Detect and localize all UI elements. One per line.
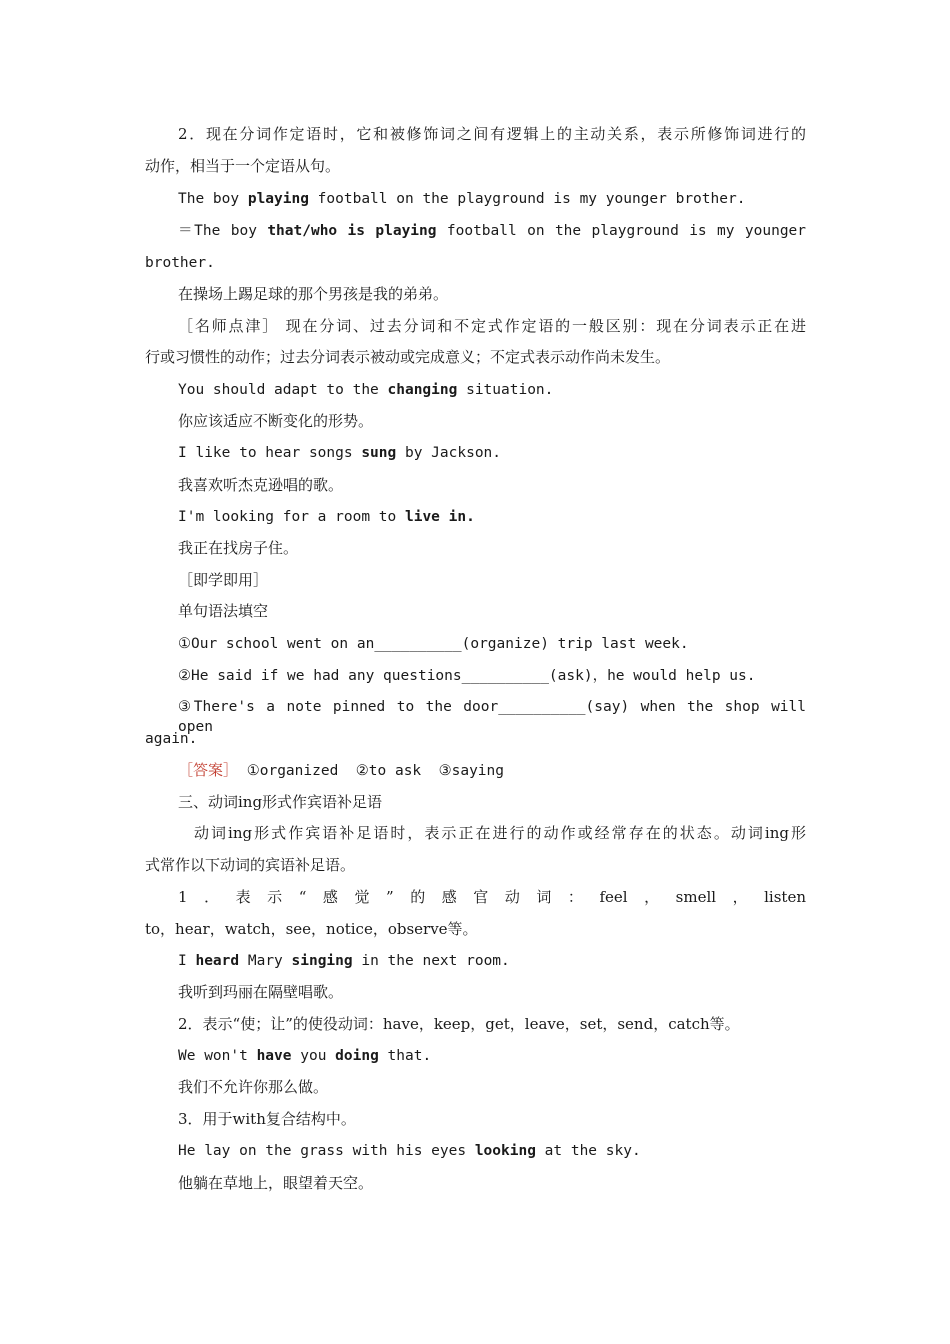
- bold-word: have: [256, 1048, 292, 1064]
- bold-word: live in.: [404, 509, 475, 525]
- example-sentence-cont: brother.: [145, 255, 215, 271]
- example-sentence: [178, 1046, 431, 1066]
- bold-word: that/who is playing: [267, 223, 437, 239]
- bold-word: sung: [361, 445, 397, 461]
- answer-label: ［答案］: [178, 761, 239, 779]
- bold-word: looking: [474, 1143, 536, 1159]
- text: by Jackson.: [396, 445, 502, 461]
- section-title: 三、动词ing形式作宾语补足语: [178, 793, 383, 811]
- item-1: 1．表示“感觉”的感官动词：feel，smell，listen: [178, 888, 806, 906]
- question-1: ①Our school went on an__________(organize) trip last week.: [178, 636, 689, 652]
- example-sentence: [178, 951, 510, 971]
- text: that.: [378, 1048, 432, 1064]
- text: football on the playground is my younger: [436, 223, 807, 239]
- translation: 他躺在草地上，眼望着天空。: [178, 1174, 374, 1192]
- example-sentence: [178, 443, 501, 463]
- text: situation.: [457, 382, 554, 398]
- translation: 我听到玛丽在隔壁唱歌。: [178, 983, 344, 1001]
- example-sentence: [178, 507, 475, 527]
- example-sentence: [178, 221, 806, 241]
- text: The boy: [178, 191, 248, 207]
- answer-line: [178, 760, 504, 781]
- tip-line1: ［名师点津］ 现在分词、过去分词和不定式作定语的一般区别：现在分词表示正在进: [178, 317, 806, 335]
- text: in the next room.: [352, 953, 510, 969]
- bold-word: heard: [195, 953, 240, 969]
- example-sentence: [178, 380, 553, 400]
- question-3-cont: again.: [145, 731, 198, 747]
- translation: 你应该适应不断变化的形势。: [178, 412, 374, 430]
- translation: 我们不允许你那么做。: [178, 1078, 329, 1096]
- text: He lay on the grass with his eyes: [178, 1143, 475, 1159]
- item-2: 2．表示“使；让”的使役动词：have，keep，get，leave，set，send，catch等。: [178, 1015, 740, 1033]
- bold-word: playing: [247, 191, 309, 207]
- item-3: 3．用于with复合结构中。: [178, 1110, 356, 1128]
- text: ＝The boy: [178, 223, 268, 239]
- sec3-paragraph-line1: 动词ing形式作宾语补足语时，表示正在进行的动作或经常存在的状态。动词ing形: [194, 824, 806, 842]
- sec2-line1: 2．现在分词作定语时，它和被修饰词之间有逻辑上的主动关系，表示所修饰词进行的: [178, 125, 806, 143]
- tip-line2: 行或习惯性的动作；过去分词表示被动或完成意义；不定式表示动作尚未发生。: [145, 348, 671, 366]
- text: you: [291, 1048, 336, 1064]
- sec3-paragraph-line2: 式常作以下动词的宾语补足语。: [145, 856, 356, 874]
- practice-heading: ［即学即用］: [178, 571, 269, 589]
- translation: 我喜欢听杰克逊唱的歌。: [178, 476, 344, 494]
- example-sentence: [178, 189, 745, 209]
- practice-subheading: 单句语法填空: [178, 602, 269, 620]
- question-3: ③There's a note pinned to the door__________(say) when the shop will open: [178, 699, 806, 735]
- text: at the sky.: [535, 1143, 641, 1159]
- text: football on the playground is my younger brother.: [308, 191, 746, 207]
- text: I: [178, 953, 196, 969]
- answer-text: ①organized ②to ask ③saying: [238, 763, 504, 779]
- bold-word: doing: [335, 1048, 379, 1064]
- text: I like to hear songs: [178, 445, 362, 461]
- translation: 我正在找房子住。: [178, 539, 299, 557]
- example-sentence: [178, 1141, 641, 1161]
- text: You should adapt to the: [178, 382, 388, 398]
- bold-word: singing: [291, 953, 353, 969]
- question-2: ②He said if we had any questions__________(ask)，he would help us.: [178, 668, 756, 684]
- item-1-cont: to，hear，watch，see，notice，observe等。: [145, 920, 478, 938]
- text: We won't: [178, 1048, 257, 1064]
- translation: 在操场上踢足球的那个男孩是我的弟弟。: [178, 285, 449, 303]
- text: Mary: [239, 953, 292, 969]
- text: I'm looking for a room to: [178, 509, 405, 525]
- bold-word: changing: [387, 382, 458, 398]
- sec2-line2: 动作，相当于一个定语从句。: [145, 157, 341, 175]
